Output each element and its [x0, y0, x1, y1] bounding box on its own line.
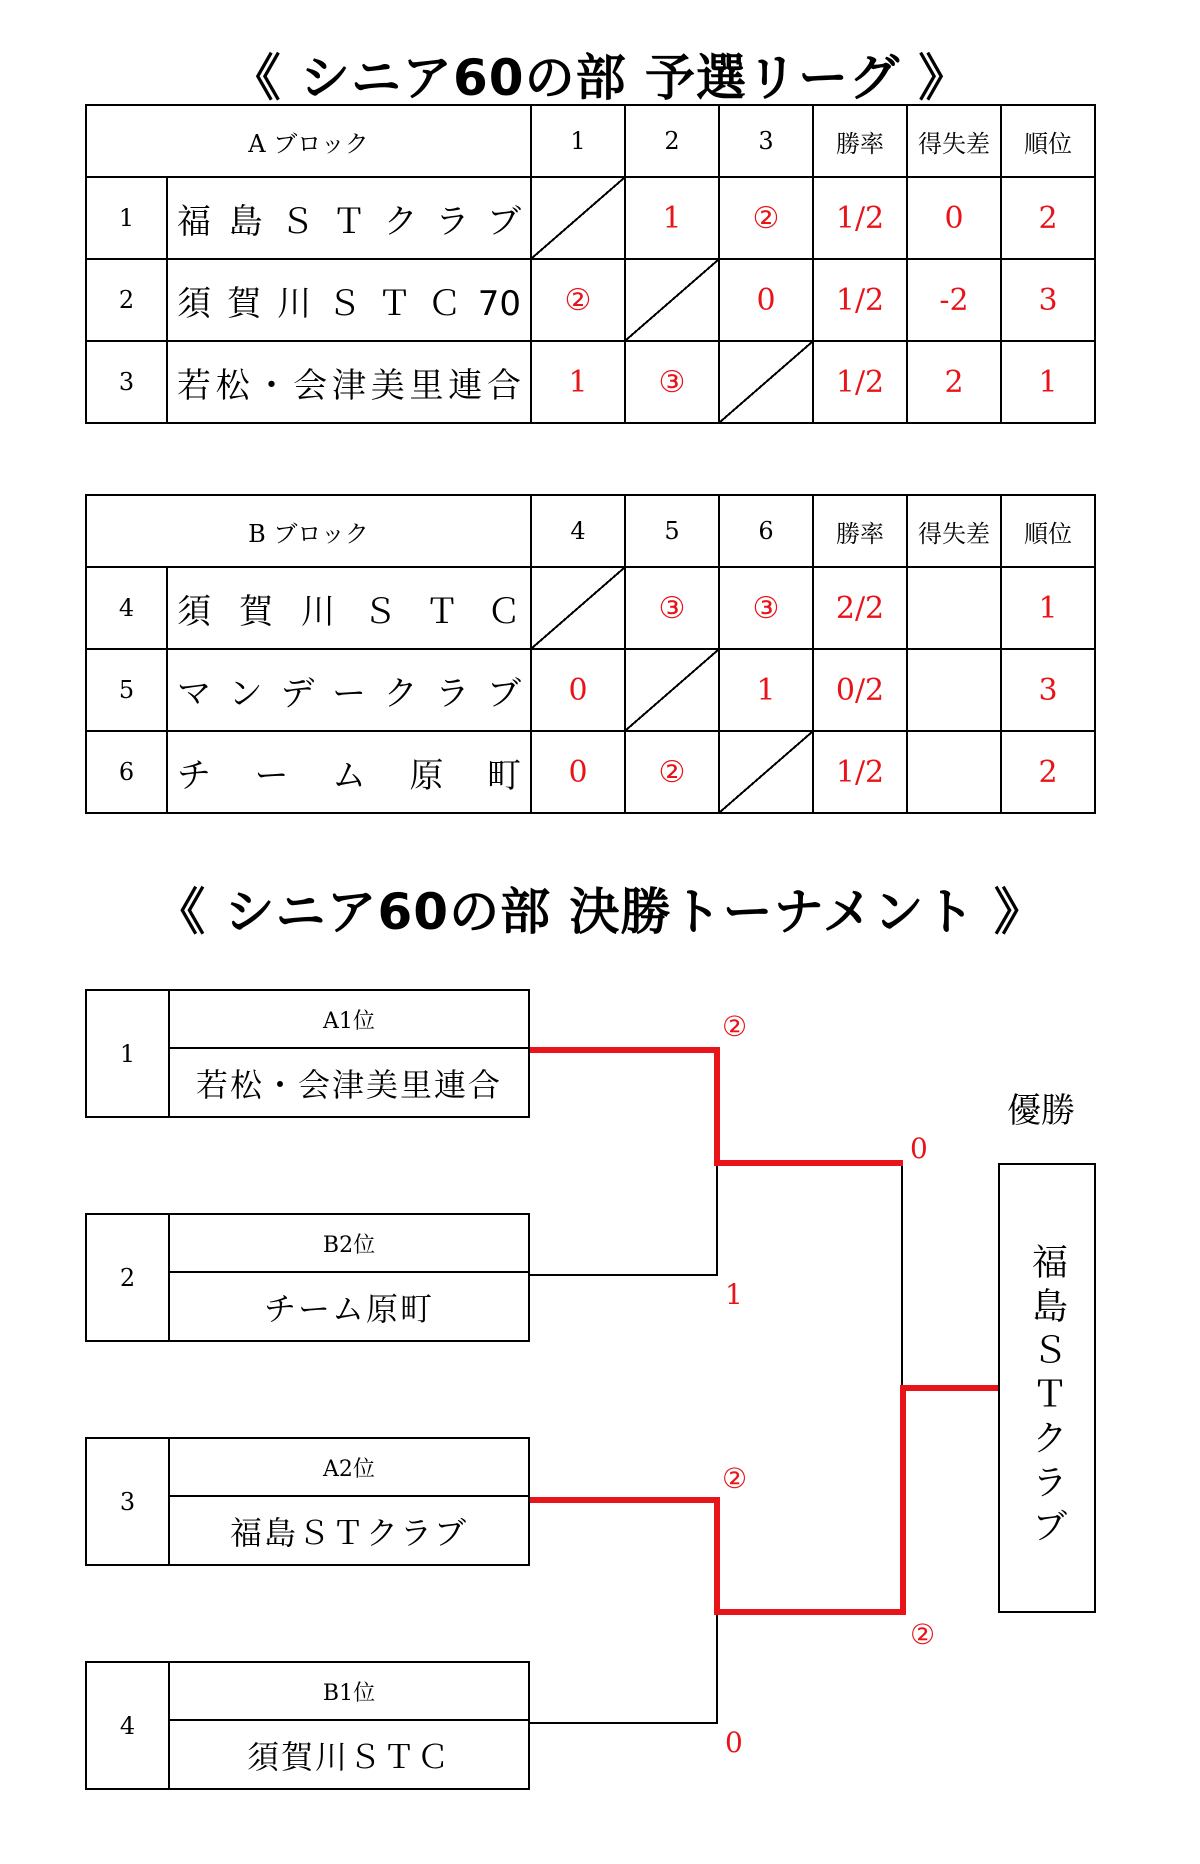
champion-label: 優勝: [1007, 1091, 1075, 1131]
column-number: 1: [531, 105, 625, 177]
team-name: 須賀川ＳＴＣ70: [167, 259, 531, 341]
seed-number: 1: [87, 991, 170, 1116]
win-rate: 1/2: [813, 177, 907, 259]
team-number: 4: [86, 567, 167, 649]
win-rate: 1/2: [813, 731, 907, 813]
match-score: ②: [719, 177, 813, 259]
tournament-title: 《 シニア60の部 決勝トーナメント 》: [155, 883, 1045, 941]
column-number: 5: [625, 495, 719, 567]
team-number: 2: [86, 259, 167, 341]
team-number: 1: [86, 177, 167, 259]
winner-line: [530, 1050, 903, 1163]
match-score: 0: [531, 731, 625, 813]
team-name: 須賀川ＳＴＣ: [246, 1737, 451, 1776]
team-number: 3: [86, 341, 167, 423]
match-score: 1: [719, 649, 813, 731]
column-number: 6: [719, 495, 813, 567]
team-name: 須賀川ＳＴＣ: [167, 567, 531, 649]
goal-diff: 0: [907, 177, 1001, 259]
rank: 2: [1001, 731, 1095, 813]
win-rate: 0/2: [813, 649, 907, 731]
team-number: 6: [86, 731, 167, 813]
qualifying-position: B1位: [170, 1663, 528, 1721]
team-name: 若松・会津美里連合: [167, 341, 531, 423]
team-name: チーム原町: [167, 731, 531, 813]
bracket-entry-1: [85, 989, 530, 1118]
semi1-bottom-score: 1: [725, 1278, 743, 1311]
match-score: ③: [625, 341, 719, 423]
rank: 3: [1001, 259, 1095, 341]
winner-line: [530, 1388, 998, 1612]
match-score: ②: [531, 259, 625, 341]
semi1-top-score: ②: [722, 1010, 748, 1043]
goal-diff: 2: [907, 341, 1001, 423]
match-score: 0: [719, 259, 813, 341]
column-number: 2: [625, 105, 719, 177]
win-rate: 1/2: [813, 341, 907, 423]
column-number: 3: [719, 105, 813, 177]
semi2-bottom-score: 0: [725, 1726, 743, 1759]
diff-header: 得失差: [907, 105, 1001, 177]
win-rate: 1/2: [813, 259, 907, 341]
qualifying-position: B2位: [170, 1215, 528, 1273]
goal-diff: -2: [907, 259, 1001, 341]
team-name: 福島ＳＴクラブ: [167, 177, 531, 259]
seed-number: 4: [87, 1663, 170, 1788]
league-title: 《 シニア60の部 予選リーグ 》: [230, 49, 970, 107]
bracket-entry-3: [85, 1437, 530, 1566]
bracket-line: [530, 1050, 717, 1275]
rank-header: 順位: [1001, 495, 1095, 567]
seed-number: 3: [87, 1439, 170, 1564]
qualifying-position: A2位: [170, 1439, 528, 1497]
rank: 1: [1001, 341, 1095, 423]
qualifying-position: A1位: [170, 991, 528, 1049]
match-score: ②: [625, 731, 719, 813]
match-score: ③: [719, 567, 813, 649]
column-number: 4: [531, 495, 625, 567]
team-name: チーム原町: [263, 1289, 434, 1328]
semi2-top-score: ②: [722, 1462, 748, 1495]
rank: 2: [1001, 177, 1095, 259]
rank: 3: [1001, 649, 1095, 731]
rank-header: 順位: [1001, 105, 1095, 177]
rank: 1: [1001, 567, 1095, 649]
team-name: マンデークラブ: [167, 649, 531, 731]
win-rate-header: 勝率: [813, 495, 907, 567]
bracket-line: [530, 1500, 717, 1723]
team-name: 福島ＳＴクラブ: [229, 1513, 468, 1552]
match-score: 0: [531, 649, 625, 731]
champion-name: 福島ＳＴクラブ: [1026, 1243, 1068, 1551]
win-rate-header: 勝率: [813, 105, 907, 177]
champion-box: [998, 1163, 1096, 1613]
match-score: ③: [625, 567, 719, 649]
block-name: B ブロック: [86, 495, 531, 567]
seed-number: 2: [87, 1215, 170, 1340]
final-top-score: 0: [910, 1132, 928, 1165]
final-bottom-score: ②: [910, 1618, 936, 1651]
team-name: 若松・会津美里連合: [195, 1065, 502, 1104]
block-name: A ブロック: [86, 105, 531, 177]
diff-header: 得失差: [907, 495, 1001, 567]
team-number: 5: [86, 649, 167, 731]
match-score: 1: [531, 341, 625, 423]
win-rate: 2/2: [813, 567, 907, 649]
bracket-entry-2: [85, 1213, 530, 1342]
match-score: 1: [625, 177, 719, 259]
bracket-entry-4: [85, 1661, 530, 1790]
